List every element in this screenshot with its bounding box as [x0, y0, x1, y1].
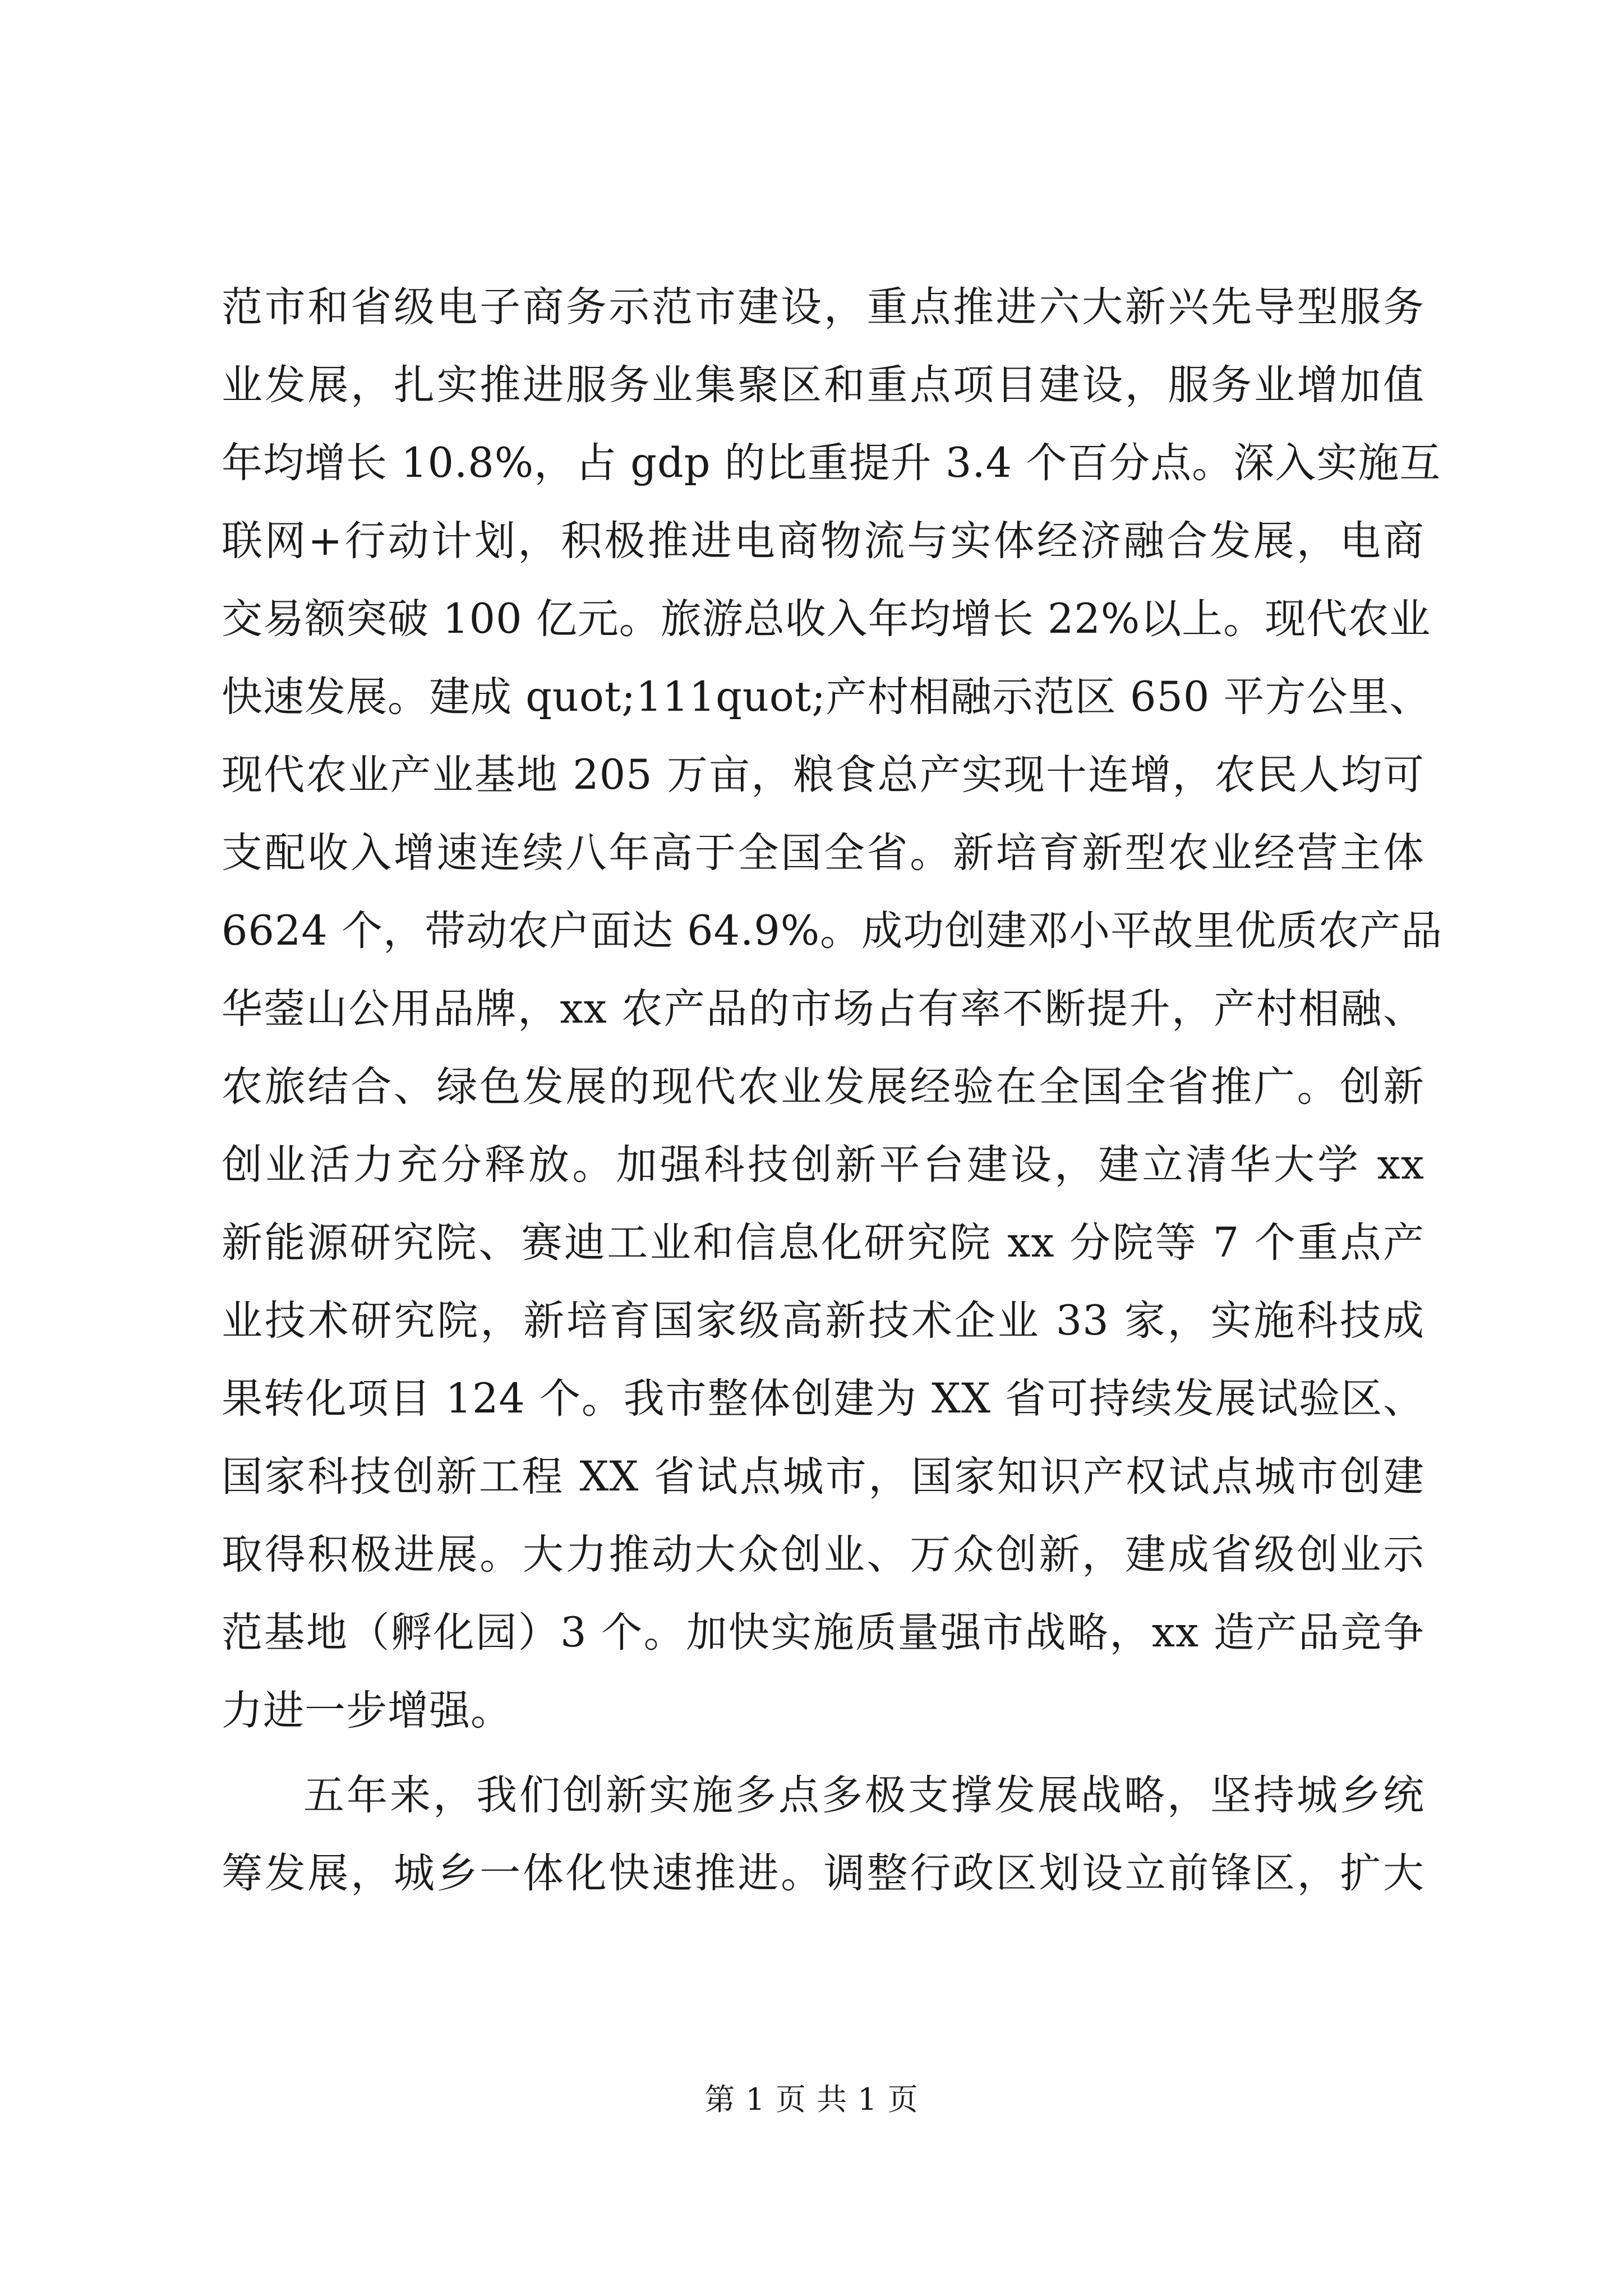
paragraph-2 [222, 1756, 1424, 1912]
text-line: 果转化项目 124 个。我市整体创建为 XX 省可持续发展试验区、 [222, 1375, 1424, 1423]
text-line: 年均增长 10.8%，占 gdp 的比重提升 3.4 个百分点。深入实施互 [222, 439, 1441, 487]
body-text [222, 268, 1443, 1912]
paragraph-1 [222, 268, 1443, 1750]
text-line: 力进一步增强。 [222, 1687, 512, 1734]
text-line: 联网+行动计划，积极推进电商物流与实体经济融合发展，电商 [222, 517, 1424, 565]
text-line: 新能源研究院、赛迪工业和信息化研究院 xx 分院等 7 个重点产 [222, 1219, 1424, 1267]
text-line: 范市和省级电子商务示范市建设，重点推进六大新兴先导型服务 [222, 283, 1424, 331]
page-number: 第 1 页 共 1 页 [704, 2082, 919, 2117]
text-line: 现代农业产业基地 205 万亩，粮食总产实现十连增，农民人均可 [222, 751, 1424, 799]
text-line: 范基地（孵化园）3 个。加快实施质量强市战略，xx 造产品竞争 [222, 1609, 1424, 1657]
text-line: 华蓥山公用品牌，xx 农产品的市场占有率不断提升，产村相融、 [222, 985, 1424, 1033]
text-line: 业技术研究院，新培育国家级高新技术企业 33 家，实施科技成 [222, 1297, 1424, 1345]
text-line: 6624 个，带动农户面达 64.9%。成功创建邓小平故里优质农产品 [222, 907, 1443, 955]
paragraph-spacer [222, 1750, 1424, 1756]
text-line: 农旅结合、绿色发展的现代农业发展经验在全国全省推广。创新 [222, 1063, 1424, 1111]
text-line: 业发展，扎实推进服务业集聚区和重点项目建设，服务业增加值 [222, 361, 1424, 409]
text-line: 创业活力充分释放。加强科技创新平台建设，建立清华大学 xx [222, 1141, 1424, 1189]
text-line: 取得积极进展。大力推动大众创业、万众创新，建成省级创业示 [222, 1531, 1424, 1579]
page-footer [0, 2076, 1623, 2119]
text-line: 支配收入增速连续八年高于全国全省。新培育新型农业经营主体 [222, 829, 1424, 877]
text-line: 快速发展。建成 quot;111quot;产村相融示范区 650 平方公里、 [222, 673, 1431, 721]
text-line: 国家科技创新工程 XX 省试点城市，国家知识产权试点城市创建 [222, 1453, 1424, 1501]
text-line: 交易额突破 100 亿元。旅游总收入年均增长 22%以上。现代农业 [222, 595, 1431, 643]
text-line: 筹发展，城乡一体化快速推进。调整行政区划设立前锋区，扩大 [222, 1849, 1424, 1897]
text-line: 五年来，我们创新实施多点多极支撑发展战略，坚持城乡统 [303, 1772, 1424, 1819]
